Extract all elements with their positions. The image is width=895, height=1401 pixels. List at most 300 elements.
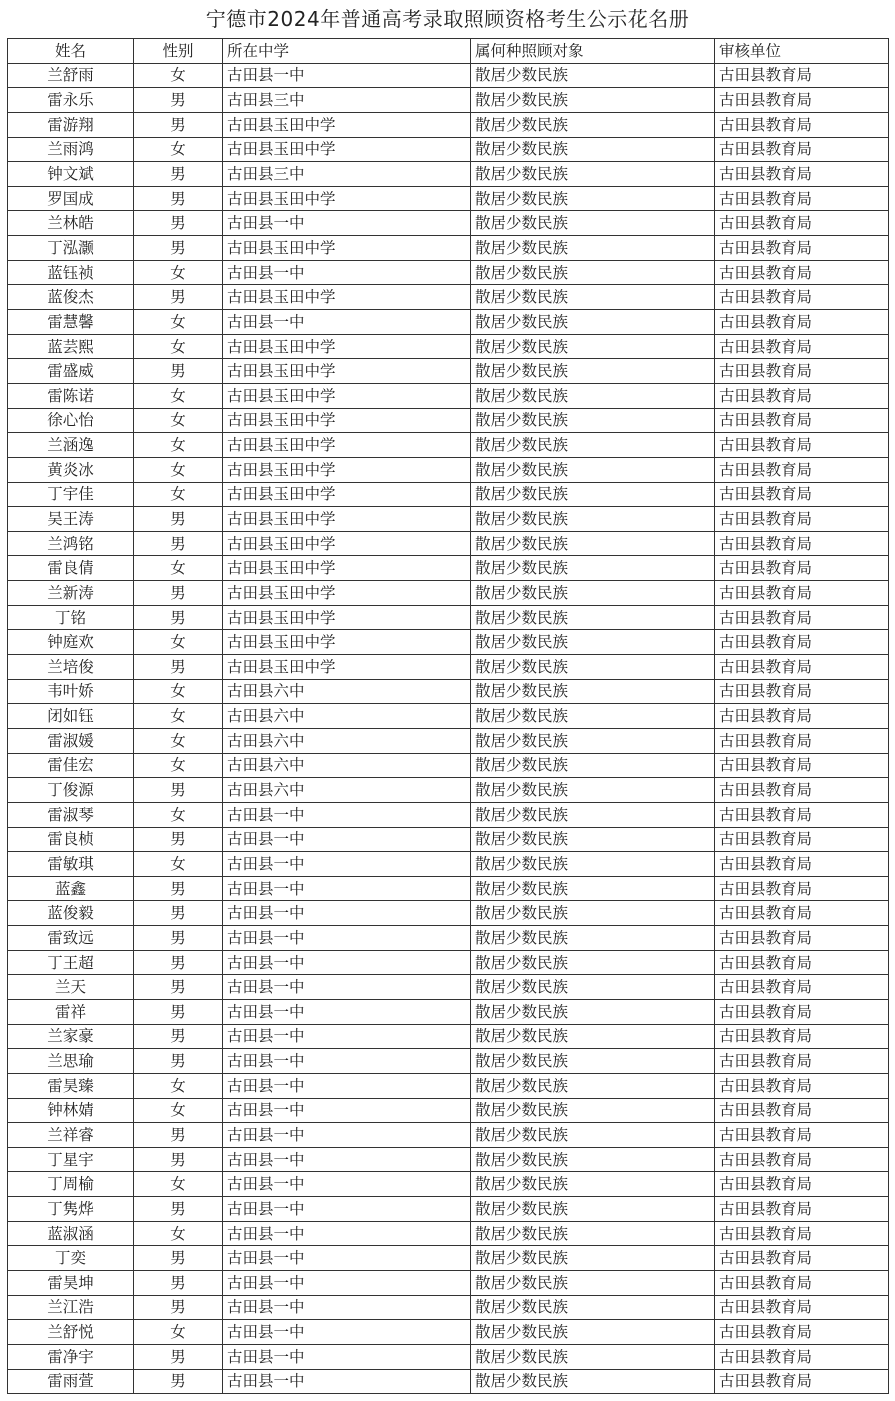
cell-name: 雷盛威 [8,359,134,384]
cell-school: 古田县一中 [223,975,471,1000]
cell-category: 散居少数民族 [471,1295,715,1320]
cell-category: 散居少数民族 [471,63,715,88]
cell-name: 蓝淑涵 [8,1221,134,1246]
cell-school: 古田县一中 [223,1246,471,1271]
cell-category: 散居少数民族 [471,802,715,827]
cell-category: 散居少数民族 [471,975,715,1000]
cell-category: 散居少数民族 [471,260,715,285]
table-row [8,112,889,137]
cell-gender: 男 [134,950,223,975]
cell-category: 散居少数民族 [471,1320,715,1345]
cell-name: 雷祥 [8,999,134,1024]
cell-review-unit: 古田县教育局 [715,408,889,433]
cell-review-unit: 古田县教育局 [715,679,889,704]
cell-review-unit: 古田县教育局 [715,433,889,458]
cell-category: 散居少数民族 [471,876,715,901]
cell-name: 闭如钰 [8,704,134,729]
cell-name: 蓝俊杰 [8,285,134,310]
table-row [8,457,889,482]
column-header-school: 所在中学 [223,39,471,64]
cell-school: 古田县一中 [223,1369,471,1394]
cell-gender: 女 [134,482,223,507]
table-row [8,1271,889,1296]
column-header-review-unit: 审核单位 [715,39,889,64]
cell-review-unit: 古田县教育局 [715,1221,889,1246]
cell-review-unit: 古田县教育局 [715,802,889,827]
cell-category: 散居少数民族 [471,655,715,680]
cell-gender: 女 [134,334,223,359]
table-row [8,1123,889,1148]
cell-school: 古田县玉田中学 [223,285,471,310]
table-row [8,1073,889,1098]
cell-category: 散居少数民族 [471,1344,715,1369]
cell-category: 散居少数民族 [471,1221,715,1246]
cell-gender: 女 [134,137,223,162]
cell-school: 古田县三中 [223,88,471,113]
cell-review-unit: 古田县教育局 [715,999,889,1024]
cell-category: 散居少数民族 [471,1369,715,1394]
table-row [8,359,889,384]
cell-name: 丁周榆 [8,1172,134,1197]
cell-category: 散居少数民族 [471,778,715,803]
cell-category: 散居少数民族 [471,999,715,1024]
cell-school: 古田县一中 [223,1221,471,1246]
cell-category: 散居少数民族 [471,482,715,507]
cell-category: 散居少数民族 [471,112,715,137]
cell-review-unit: 古田县教育局 [715,1172,889,1197]
table-row [8,1369,889,1394]
cell-name: 兰家豪 [8,1024,134,1049]
cell-name: 雷良倩 [8,556,134,581]
cell-school: 古田县玉田中学 [223,433,471,458]
cell-gender: 女 [134,753,223,778]
cell-gender: 男 [134,1197,223,1222]
cell-review-unit: 古田县教育局 [715,778,889,803]
cell-gender: 男 [134,1271,223,1296]
table-row [8,1024,889,1049]
cell-review-unit: 古田县教育局 [715,876,889,901]
cell-review-unit: 古田县教育局 [715,88,889,113]
cell-school: 古田县玉田中学 [223,507,471,532]
cell-category: 散居少数民族 [471,753,715,778]
cell-school: 古田县玉田中学 [223,112,471,137]
cell-category: 散居少数民族 [471,679,715,704]
table-row [8,531,889,556]
cell-name: 雷游翔 [8,112,134,137]
cell-gender: 女 [134,1172,223,1197]
column-header-gender: 性别 [134,39,223,64]
table-row [8,1221,889,1246]
cell-category: 散居少数民族 [471,852,715,877]
cell-review-unit: 古田县教育局 [715,310,889,335]
cell-review-unit: 古田县教育局 [715,1271,889,1296]
cell-school: 古田县玉田中学 [223,556,471,581]
cell-category: 散居少数民族 [471,186,715,211]
cell-name: 雷昊臻 [8,1073,134,1098]
cell-gender: 男 [134,975,223,1000]
cell-school: 古田县玉田中学 [223,186,471,211]
cell-school: 古田县一中 [223,1147,471,1172]
cell-category: 散居少数民族 [471,383,715,408]
cell-name: 钟文斌 [8,162,134,187]
cell-category: 散居少数民族 [471,1246,715,1271]
cell-review-unit: 古田县教育局 [715,1369,889,1394]
cell-gender: 男 [134,507,223,532]
cell-name: 雷淑媛 [8,728,134,753]
cell-school: 古田县玉田中学 [223,482,471,507]
cell-gender: 男 [134,359,223,384]
cell-school: 古田县六中 [223,753,471,778]
cell-school: 古田县一中 [223,1295,471,1320]
cell-gender: 男 [134,1295,223,1320]
cell-gender: 男 [134,1024,223,1049]
column-header-category: 属何种照顾对象 [471,39,715,64]
cell-review-unit: 古田县教育局 [715,581,889,606]
cell-review-unit: 古田县教育局 [715,457,889,482]
cell-category: 散居少数民族 [471,901,715,926]
table-row [8,186,889,211]
cell-school: 古田县一中 [223,1271,471,1296]
cell-name: 雷淑琴 [8,802,134,827]
table-row [8,950,889,975]
cell-review-unit: 古田县教育局 [715,728,889,753]
cell-school: 古田县六中 [223,704,471,729]
cell-gender: 男 [134,236,223,261]
cell-category: 散居少数民族 [471,433,715,458]
cell-gender: 男 [134,162,223,187]
cell-gender: 男 [134,999,223,1024]
cell-review-unit: 古田县教育局 [715,383,889,408]
cell-category: 散居少数民族 [471,1172,715,1197]
cell-review-unit: 古田县教育局 [715,655,889,680]
cell-review-unit: 古田县教育局 [715,630,889,655]
cell-name: 雷敏琪 [8,852,134,877]
table-row [8,211,889,236]
cell-school: 古田县一中 [223,63,471,88]
cell-category: 散居少数民族 [471,310,715,335]
cell-school: 古田县玉田中学 [223,137,471,162]
cell-category: 散居少数民族 [471,162,715,187]
cell-category: 散居少数民族 [471,1197,715,1222]
cell-review-unit: 古田县教育局 [715,1073,889,1098]
cell-school: 古田县一中 [223,1073,471,1098]
cell-school: 古田县一中 [223,999,471,1024]
table-row [8,482,889,507]
cell-school: 古田县一中 [223,1049,471,1074]
cell-review-unit: 古田县教育局 [715,950,889,975]
cell-gender: 男 [134,655,223,680]
cell-gender: 男 [134,1049,223,1074]
cell-gender: 男 [134,901,223,926]
cell-gender: 女 [134,408,223,433]
cell-gender: 男 [134,605,223,630]
cell-school: 古田县一中 [223,1320,471,1345]
cell-gender: 女 [134,310,223,335]
table-row [8,778,889,803]
cell-name: 蓝俊毅 [8,901,134,926]
cell-name: 丁隽烨 [8,1197,134,1222]
cell-category: 散居少数民族 [471,704,715,729]
cell-review-unit: 古田县教育局 [715,1197,889,1222]
cell-gender: 女 [134,1073,223,1098]
cell-school: 古田县一中 [223,1344,471,1369]
table-row [8,630,889,655]
cell-school: 古田县一中 [223,1024,471,1049]
table-row [8,310,889,335]
cell-school: 古田县一中 [223,211,471,236]
cell-review-unit: 古田县教育局 [715,334,889,359]
cell-name: 雷致远 [8,926,134,951]
cell-school: 古田县玉田中学 [223,655,471,680]
cell-school: 古田县玉田中学 [223,359,471,384]
cell-school: 古田县一中 [223,802,471,827]
cell-review-unit: 古田县教育局 [715,704,889,729]
cell-gender: 女 [134,728,223,753]
table-row [8,1172,889,1197]
table-row [8,1295,889,1320]
cell-name: 兰新涛 [8,581,134,606]
table-row [8,975,889,1000]
cell-gender: 女 [134,679,223,704]
table-row [8,1320,889,1345]
cell-gender: 男 [134,88,223,113]
cell-school: 古田县玉田中学 [223,630,471,655]
cell-name: 雷良桢 [8,827,134,852]
cell-name: 蓝芸熙 [8,334,134,359]
cell-category: 散居少数民族 [471,236,715,261]
cell-review-unit: 古田县教育局 [715,1246,889,1271]
table-row [8,605,889,630]
cell-category: 散居少数民族 [471,1098,715,1123]
cell-category: 散居少数民族 [471,1049,715,1074]
cell-gender: 女 [134,704,223,729]
cell-gender: 男 [134,827,223,852]
cell-school: 古田县玉田中学 [223,383,471,408]
cell-gender: 女 [134,802,223,827]
cell-category: 散居少数民族 [471,827,715,852]
table-row [8,852,889,877]
cell-category: 散居少数民族 [471,605,715,630]
cell-category: 散居少数民族 [471,950,715,975]
cell-category: 散居少数民族 [471,630,715,655]
cell-school: 古田县玉田中学 [223,605,471,630]
header-row [8,39,889,64]
table-row [8,655,889,680]
cell-review-unit: 古田县教育局 [715,1123,889,1148]
cell-name: 丁铭 [8,605,134,630]
cell-category: 散居少数民族 [471,926,715,951]
table-row [8,926,889,951]
cell-review-unit: 古田县教育局 [715,926,889,951]
cell-review-unit: 古田县教育局 [715,531,889,556]
cell-gender: 男 [134,581,223,606]
cell-gender: 女 [134,383,223,408]
cell-review-unit: 古田县教育局 [715,975,889,1000]
cell-gender: 女 [134,556,223,581]
cell-school: 古田县玉田中学 [223,408,471,433]
cell-review-unit: 古田县教育局 [715,285,889,310]
cell-school: 古田县一中 [223,876,471,901]
cell-name: 丁宇佳 [8,482,134,507]
cell-name: 丁俊源 [8,778,134,803]
page-title: 宁德市2024年普通高考录取照顾资格考生公示花名册 [205,7,690,31]
cell-gender: 男 [134,1147,223,1172]
cell-name: 兰涵逸 [8,433,134,458]
cell-gender: 男 [134,876,223,901]
cell-name: 丁星宇 [8,1147,134,1172]
table-row [8,1197,889,1222]
cell-school: 古田县六中 [223,778,471,803]
cell-school: 古田县六中 [223,728,471,753]
cell-review-unit: 古田县教育局 [715,482,889,507]
cell-name: 钟庭欢 [8,630,134,655]
cell-review-unit: 古田县教育局 [715,556,889,581]
cell-name: 雷雨萱 [8,1369,134,1394]
cell-review-unit: 古田县教育局 [715,1320,889,1345]
table-row [8,753,889,778]
cell-name: 兰天 [8,975,134,1000]
cell-category: 散居少数民族 [471,507,715,532]
cell-review-unit: 古田县教育局 [715,827,889,852]
cell-gender: 男 [134,211,223,236]
table-row [8,383,889,408]
cell-school: 古田县玉田中学 [223,531,471,556]
cell-gender: 女 [134,260,223,285]
table-row [8,999,889,1024]
cell-school: 古田县一中 [223,950,471,975]
cell-school: 古田县六中 [223,679,471,704]
cell-name: 吴王涛 [8,507,134,532]
cell-gender: 女 [134,1098,223,1123]
cell-name: 丁泓灏 [8,236,134,261]
cell-gender: 女 [134,630,223,655]
table-row [8,260,889,285]
cell-review-unit: 古田县教育局 [715,901,889,926]
cell-category: 散居少数民族 [471,581,715,606]
cell-school: 古田县一中 [223,827,471,852]
cell-review-unit: 古田县教育局 [715,605,889,630]
cell-category: 散居少数民族 [471,1073,715,1098]
table-row [8,704,889,729]
cell-gender: 女 [134,1221,223,1246]
roster-body [8,63,889,1394]
cell-name: 兰鸿铭 [8,531,134,556]
table-row [8,433,889,458]
cell-school: 古田县一中 [223,310,471,335]
cell-name: 钟林婧 [8,1098,134,1123]
cell-category: 散居少数民族 [471,137,715,162]
cell-review-unit: 古田县教育局 [715,1147,889,1172]
cell-school: 古田县一中 [223,926,471,951]
cell-category: 散居少数民族 [471,359,715,384]
cell-name: 雷陈诺 [8,383,134,408]
cell-review-unit: 古田县教育局 [715,1098,889,1123]
table-row [8,827,889,852]
cell-school: 古田县一中 [223,1123,471,1148]
cell-category: 散居少数民族 [471,1123,715,1148]
cell-name: 罗国成 [8,186,134,211]
cell-name: 兰培俊 [8,655,134,680]
table-row [8,901,889,926]
cell-review-unit: 古田县教育局 [715,137,889,162]
table-row [8,507,889,532]
cell-review-unit: 古田县教育局 [715,1049,889,1074]
cell-name: 徐心怡 [8,408,134,433]
cell-gender: 女 [134,433,223,458]
cell-review-unit: 古田县教育局 [715,852,889,877]
cell-gender: 男 [134,1344,223,1369]
table-row [8,137,889,162]
cell-gender: 女 [134,1320,223,1345]
cell-gender: 女 [134,63,223,88]
cell-review-unit: 古田县教育局 [715,211,889,236]
cell-gender: 男 [134,186,223,211]
cell-category: 散居少数民族 [471,457,715,482]
cell-category: 散居少数民族 [471,531,715,556]
table-row [8,581,889,606]
cell-school: 古田县一中 [223,1098,471,1123]
cell-review-unit: 古田县教育局 [715,359,889,384]
cell-category: 散居少数民族 [471,88,715,113]
cell-review-unit: 古田县教育局 [715,186,889,211]
cell-category: 散居少数民族 [471,211,715,236]
table-row [8,1049,889,1074]
cell-school: 古田县玉田中学 [223,236,471,261]
cell-name: 兰祥睿 [8,1123,134,1148]
cell-review-unit: 古田县教育局 [715,260,889,285]
cell-name: 兰舒悦 [8,1320,134,1345]
cell-review-unit: 古田县教育局 [715,112,889,137]
table-row [8,88,889,113]
cell-category: 散居少数民族 [471,285,715,310]
table-row [8,162,889,187]
cell-gender: 男 [134,531,223,556]
cell-school: 古田县玉田中学 [223,334,471,359]
cell-gender: 女 [134,852,223,877]
cell-name: 兰雨鸿 [8,137,134,162]
cell-name: 黄炎冰 [8,457,134,482]
cell-school: 古田县玉田中学 [223,457,471,482]
cell-category: 散居少数民族 [471,728,715,753]
cell-category: 散居少数民族 [471,1271,715,1296]
cell-name: 兰林皓 [8,211,134,236]
table-row [8,334,889,359]
cell-name: 兰思瑜 [8,1049,134,1074]
table-row [8,236,889,261]
table-row [8,1098,889,1123]
cell-name: 雷净宇 [8,1344,134,1369]
cell-gender: 男 [134,1246,223,1271]
cell-school: 古田县一中 [223,1172,471,1197]
table-row [8,1147,889,1172]
cell-gender: 男 [134,285,223,310]
cell-review-unit: 古田县教育局 [715,1024,889,1049]
cell-school: 古田县一中 [223,901,471,926]
cell-school: 古田县一中 [223,260,471,285]
cell-gender: 女 [134,457,223,482]
table-row [8,408,889,433]
cell-category: 散居少数民族 [471,556,715,581]
cell-name: 丁奕 [8,1246,134,1271]
table-row [8,728,889,753]
cell-name: 韦叶娇 [8,679,134,704]
cell-gender: 男 [134,1369,223,1394]
cell-category: 散居少数民族 [471,334,715,359]
cell-review-unit: 古田县教育局 [715,162,889,187]
table-row [8,1344,889,1369]
cell-name: 蓝鑫 [8,876,134,901]
cell-school: 古田县三中 [223,162,471,187]
